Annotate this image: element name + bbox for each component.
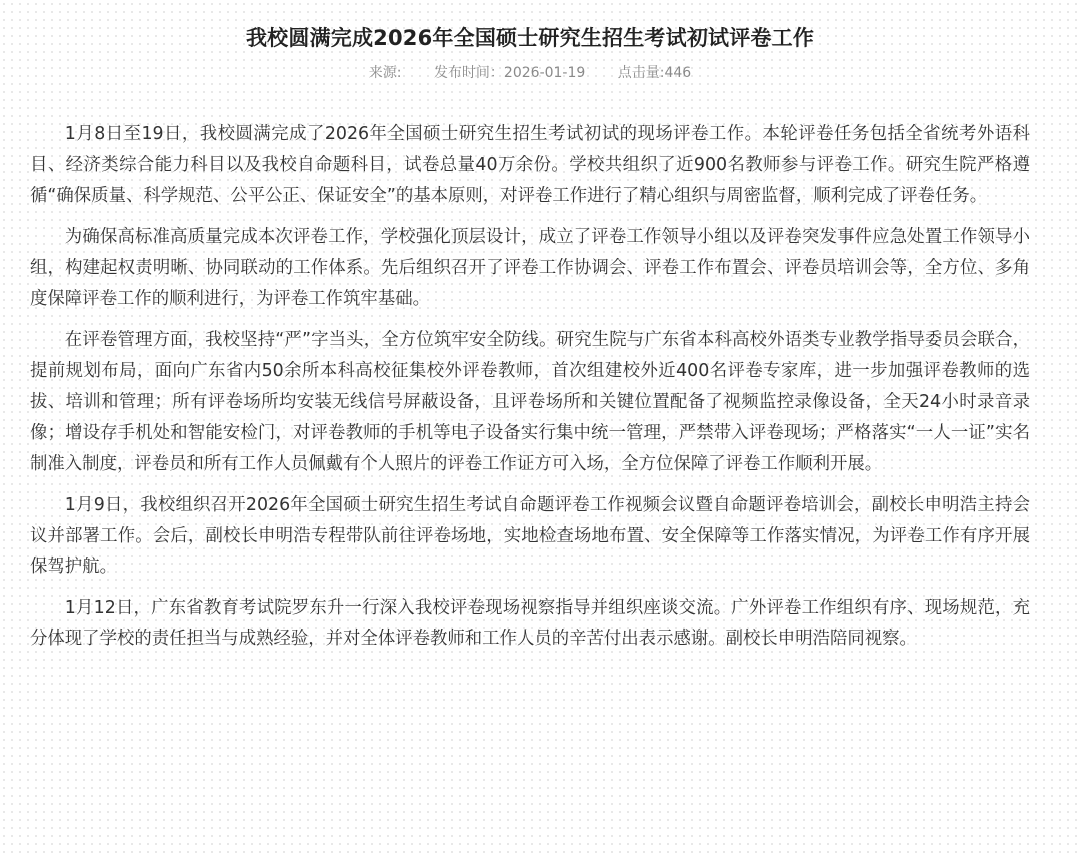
paragraph: 1月12日，广东省教育考试院罗东升一行深入我校评卷现场视察指导并组织座谈交流。广外评卷工作组织有序、现场规范，充分体现了学校的责任担当与成熟经验，并对全体评卷教师和工作人员的辛苦付出表示感谢。副校长申明浩陪同视察。: [30, 598, 1030, 649]
paragraph: 1月8日至19日，我校圆满完成了2026年全国硕士研究生招生考试初试的现场评卷工作。本轮评卷任务包括全省统考外语科目、经济类综合能力科目以及我校自命题科目，试卷总量40万余份。学校共组织了近900名教师参与评卷工作。研究生院严格遵循“确保质量、科学规范、公平公正、保证安全”的基本原则，对评卷工作进行了精心组织与周密监督，顺利完成了评卷任务。: [30, 124, 1030, 206]
view-count: 点击量:446: [617, 65, 692, 81]
paragraph: 为确保高标准高质量完成本次评卷工作，学校强化顶层设计，成立了评卷工作领导小组以及评卷突发事件应急处置工作领导小组，构建起权责明晰、协同联动的工作体系。先后组织召开了评卷工作协调会、评卷工作布置会、评卷员培训会等，全方位、多角度保障评卷工作的顺利进行，为评卷工作筑牢基础。: [30, 227, 1030, 309]
article: [30, 0, 1030, 665]
paragraph: 在评卷管理方面，我校坚持“严”字当头，全方位筑牢安全防线。研究生院与广东省本科高校外语类专业教学指导委员会联合，提前规划布局，面向广东省内50余所本科高校征集校外评卷教师，首次组建校外近400名评卷专家库，进一步加强评卷教师的选拔、培训和管理；所有评卷场所均安装无线信号屏蔽设备，且评卷场所和关键位置配备了视频监控录像设备，全天24小时录音录像；增设存手机处和智能安检门，对评卷教师的手机等电子设备实行集中统一管理，严禁带入评卷现场；严格落实“一人一证”实名制准入制度，评卷员和所有工作人员佩戴有个人照片的评卷工作证方可入场，全方位保障了评卷工作顺利开展。: [30, 330, 1030, 474]
source-label: 来源:: [368, 65, 402, 81]
article-content: [30, 119, 1030, 655]
paragraph: 1月9日，我校组织召开2026年全国硕士研究生招生考试自命题评卷工作视频会议暨自命题评卷培训会，副校长申明浩主持会议并部署工作。会后，副校长申明浩专程带队前往评卷场地，实地检查场地布置、安全保障等工作落实情况，为评卷工作有序开展保驾护航。: [30, 495, 1030, 577]
article-title: 我校圆满完成2026年全国硕士研究生招生考试初试评卷工作: [245, 26, 815, 50]
article-meta: [30, 58, 1030, 96]
publish-time: 发布时间：2026-01-19: [433, 65, 586, 81]
